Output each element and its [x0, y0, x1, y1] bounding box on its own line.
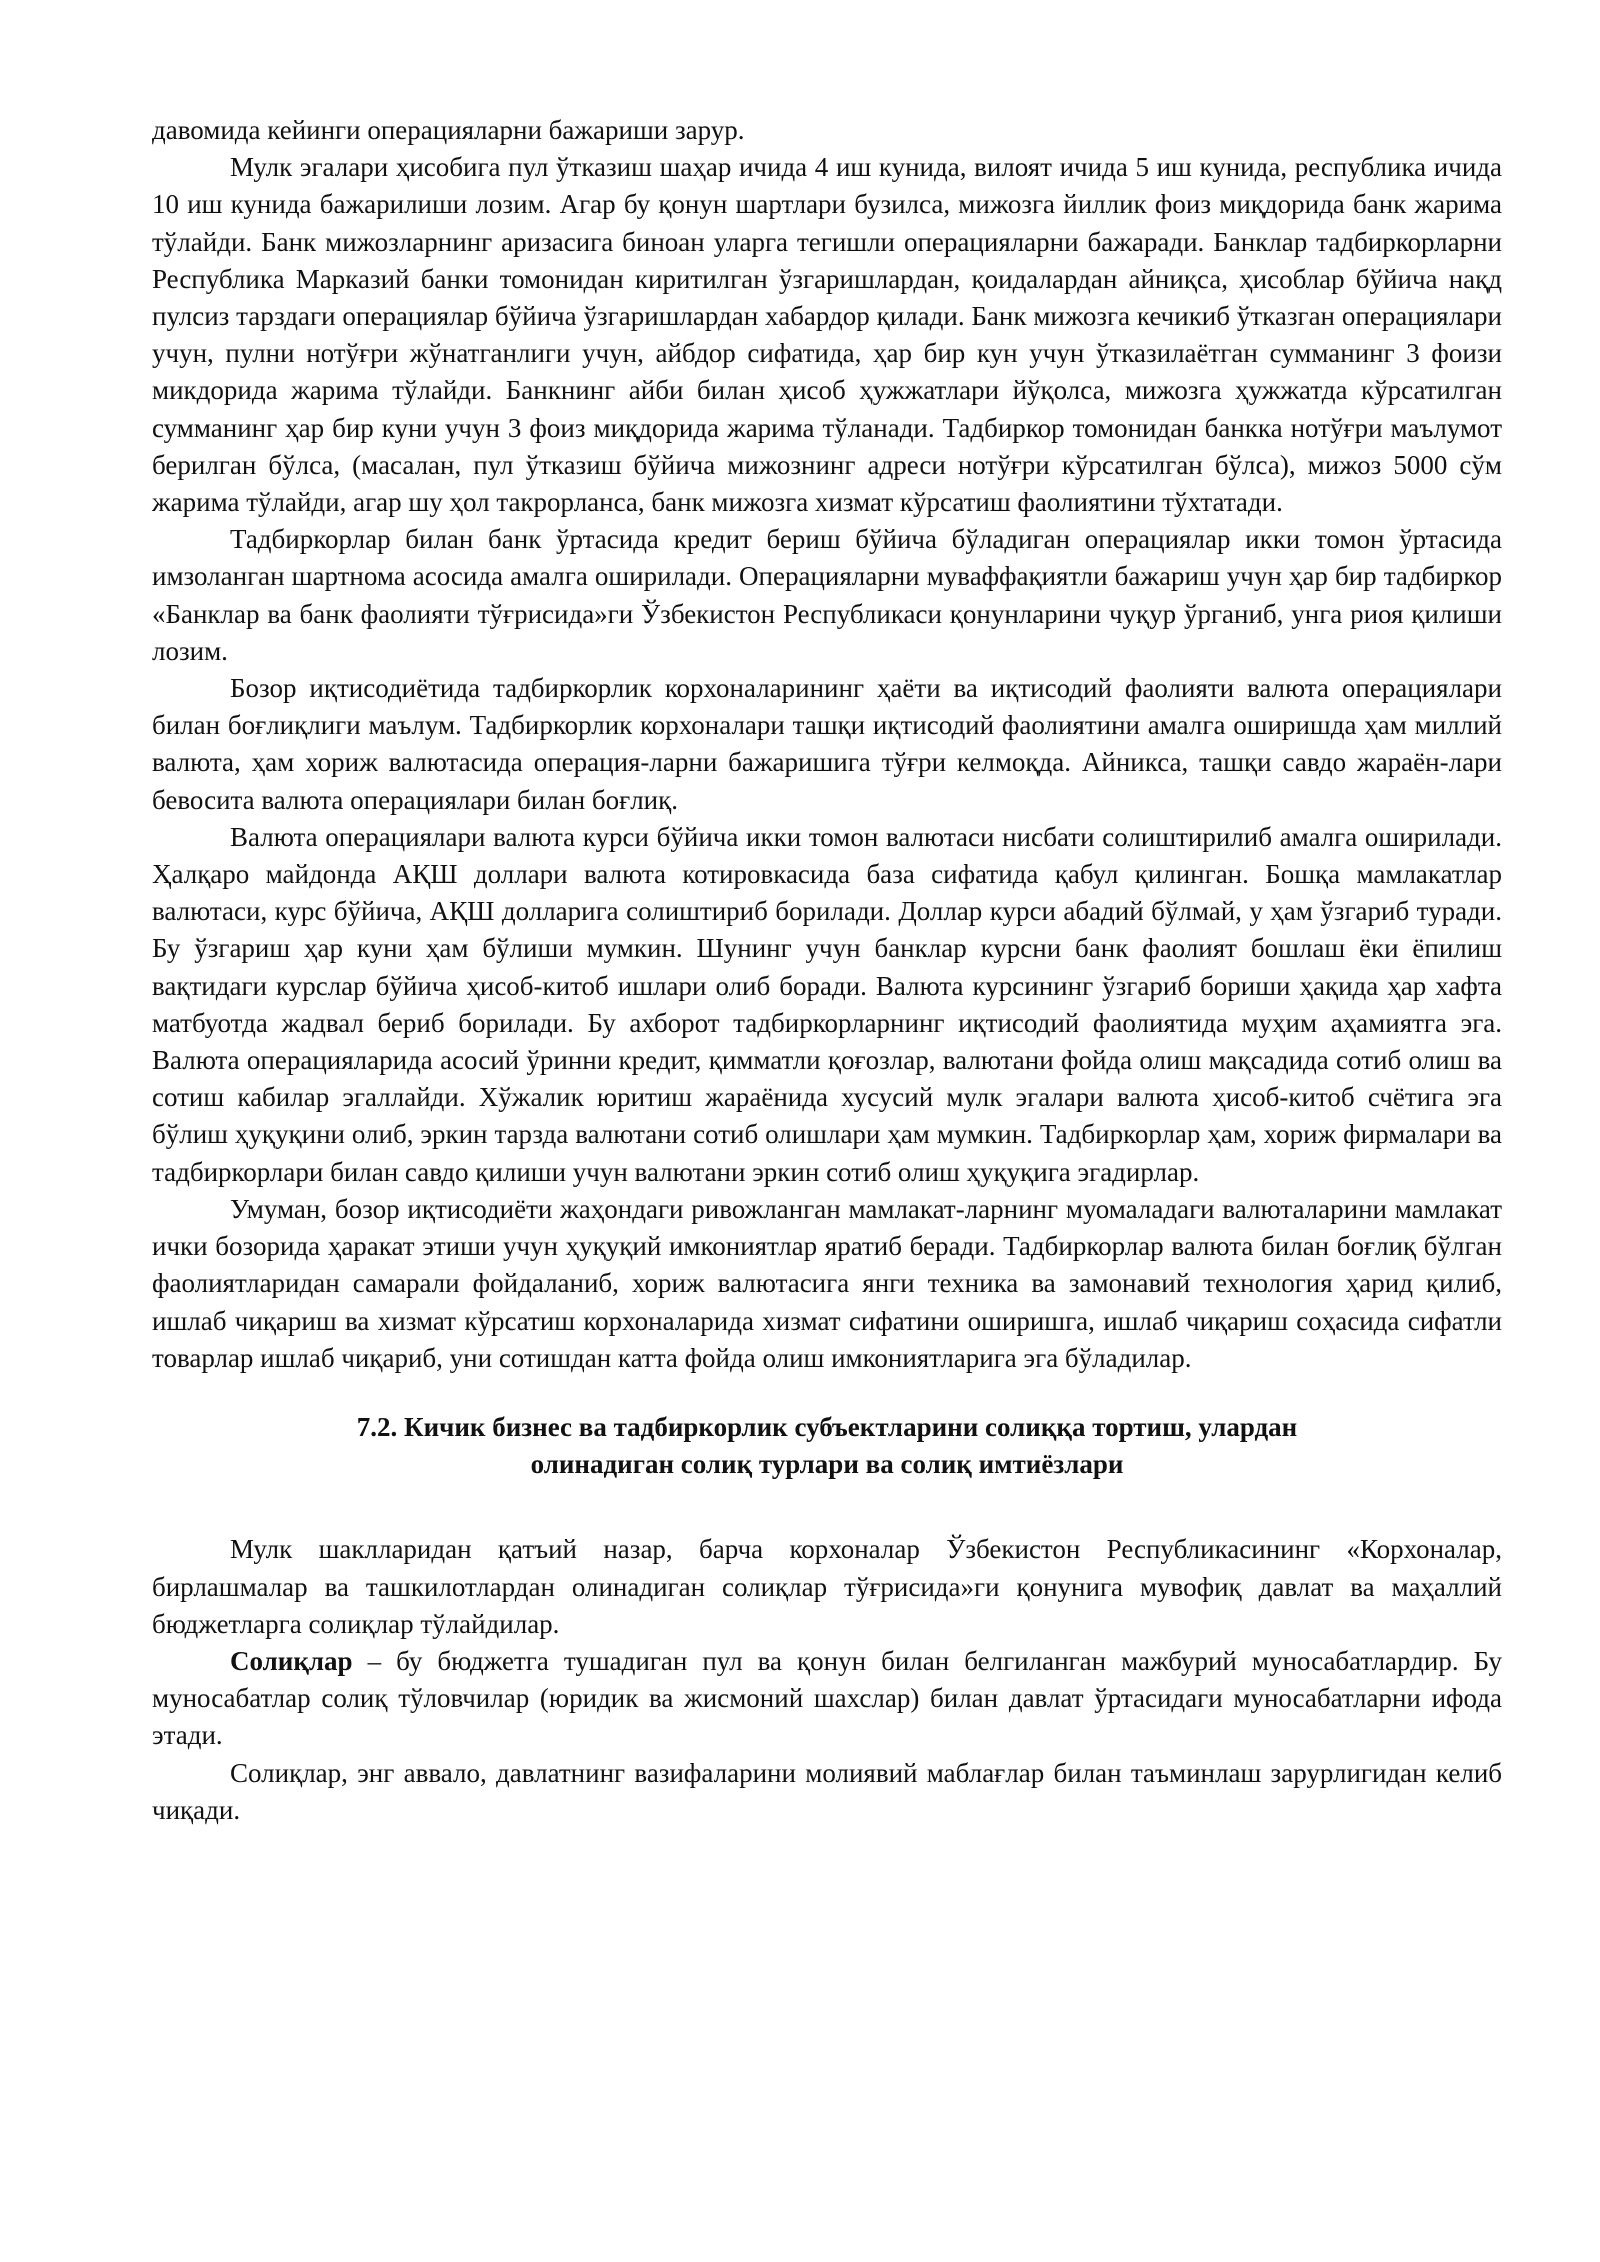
- paragraph-exchange-rate: Валюта операциялари валюта курси бўйича икки томон валютаси нисбати солиштирилиб амалга оширилади. Ҳалқаро майдонда АҚШ доллари валюта котировкасида база сифатида қабул қилинган. Бошқа мамлакатлар валютаси, курс бўйича, АҚШ долларига солиштириб борилади. Доллар курси абадий бўлмай, у ҳам ўзгариб туради. Бу ўзгариш ҳар куни ҳам бўлиши мумкин. Шунинг учун банклар курсни банк фаолият бошлаш ёки ёпилиш вақтидаги курслар бўйича ҳисоб-китоб ишлари олиб боради. Валюта курсининг ўзгариб бориши ҳақида ҳар хафта матбуотда жадвал бериб борилади. Бу ахборот тадбиркорларнинг иқтисодий фаолиятида муҳим аҳамиятга эга. Валюта операцияларида асосий ўринни кредит, қимматли қоғозлар, валютани фойда олиш мақсадида сотиб олиш ва сотиш кабилар эгаллайди. Хўжалик юритиш жараёнида хусусий мулк эгалари валюта ҳисоб-китоб счётига эга бўлиш ҳуқуқини олиб, эркин тарзда валютани сотиб олишлари ҳам мумкин. Тадбиркорлар ҳам, хориж фирмалари ва тадбиркорлари билан савдо қилиши учун валютани эркин сотиб олиш ҳуқуқига эгадирлар.: [152, 821, 1502, 1187]
- paragraph-credit-operations: Тадбиркорлар билан банк ўртасида кредит бериш бўйича бўладиган операциялар икки томон ўртасида имзоланган шартнома асосида амалга оширилади. Операцияларни муваффақиятли бажариш учун ҳар бир тадбиркор «Банклар ва банк фаолияти тўғрисида»ги Ўзбекистон Республикаси қонунларини чуқур ўрганиб, унга риоя қилиши лозим.: [152, 524, 1502, 666]
- document-page: [152, 112, 1502, 1829]
- section-heading: 7.2. Кичик бизнес ва тадбиркорлик субъектларини солиққа тортиш, улардан олинадиган солиқ турлари ва солиқ имтиёзлари: [356, 1411, 1298, 1480]
- paragraph-currency-operations: Бозор иқтисодиётида тадбиркорлик корхоналарининг ҳаёти ва иқтисодий фаолияти валюта операциялари билан боғлиқлиги маълум. Тадбиркорлик корхоналари ташқи иқтисодий фаолиятини амалга оширишда ҳам миллий валюта, ҳам хориж валютасида операция-ларни бажаришига тўғри келмоқда. Айникса, ташқи савдо жараён-лари бевосита валюта операциялари билан боғлиқ.: [152, 673, 1502, 815]
- paragraph-continuation: давомида кейинги операцияларни бажариши зарур.: [152, 115, 745, 145]
- definition-term: Солиқлар: [230, 1645, 353, 1676]
- paragraph-tax-law: Мулк шаклларидан қатъий назар, барча корхоналар Ўзбекистон Республикасининг «Корхоналар, бирлашмалар ва ташкилотлардан олинадиган солиқлар тўғрисида»ги қонунига мувофиқ давлат ва маҳаллий бюджетларга солиқлар тўлайдилар.: [152, 1534, 1502, 1639]
- definition-text: – бу бюджетга тушадиган пул ва қонун билан белгиланган мажбурий муносабатлардир. Бу муносабатлар солиқ тўловчилар (юридик ва жисмоний шахслар) билан давлат ўртасидаги муносабатларни ифода этади.: [152, 1645, 1502, 1751]
- paragraph-payment-transfers: Мулк эгалари ҳисобига пул ўтказиш шаҳар ичида 4 иш кунида, вилоят ичида 5 иш кунида, республика ичида 10 иш кунида бажарилиши лозим. Агар бу қонун шартлари бузилса, мижозга йиллик фоиз миқдорида банк жарима тўлайди. Банк мижозларнинг аризасига биноан уларга тегишли операцияларни бажаради. Банклар тадбиркорларни Республика Марказий банки томонидан киритилган ўзгаришлардан, қоидалардан айниқса, ҳисоблар бўйича нақд пулсиз тарздаги операциялар бўйича ўзгаришлардан хабардор қилади. Банк мижозга кечикиб ўтказган операциялари учун, пулни нотўғри жўнатганлиги учун, айбдор сифатида, ҳар бир кун учун ўтказилаётган сумманинг 3 фоизи микдорида жарима тўлайди. Банкнинг айби билан ҳисоб ҳужжатлари йўқолса, мижозга ҳужжатда кўрсатилган сумманинг ҳар бир куни учун 3 фоиз миқдорида жарима тўланади. Тадбиркор томонидан банкка нотўғри маълумот берилган бўлса, (масалан, пул ўтказиш бўйича мижознинг адреси нотўғри кўрсатилган бўлса), мижоз 5000 сўм жарима тўлайди, агар шу ҳол такрорланса, банк мижозга хизмат кўрсатиш фаолиятини тўхтатади.: [152, 152, 1502, 518]
- paragraph-tax-origin: Солиқлар, энг аввало, давлатнинг вазифаларини молиявий маблағлар билан таъминлаш зарурлигидан келиб чиқади.: [152, 1757, 1502, 1825]
- paragraph-market-economy: Умуман, бозор иқтисодиёти жаҳондаги ривожланган мамлакат-ларнинг муомаладаги валюталарини мамлакат ички бозорида ҳаракат этиши учун ҳуқуқий имкониятлар яратиб беради. Тадбиркорлар валюта билан боғлиқ бўлган фаолиятларидан самарали фойдаланиб, хориж валютасига янги техника ва замонавий технология ҳарид қилиб, ишлаб чиқариш ва хизмат кўрсатиш корхоналарида хизмат сифатини оширишга, ишлаб чиқариш соҳасида сифатли товарлар ишлаб чиқариб, уни сотишдан катта фойда олиш имкониятларига эга бўладилар.: [152, 1193, 1502, 1373]
- paragraph-tax-definition: [152, 1643, 1502, 1755]
